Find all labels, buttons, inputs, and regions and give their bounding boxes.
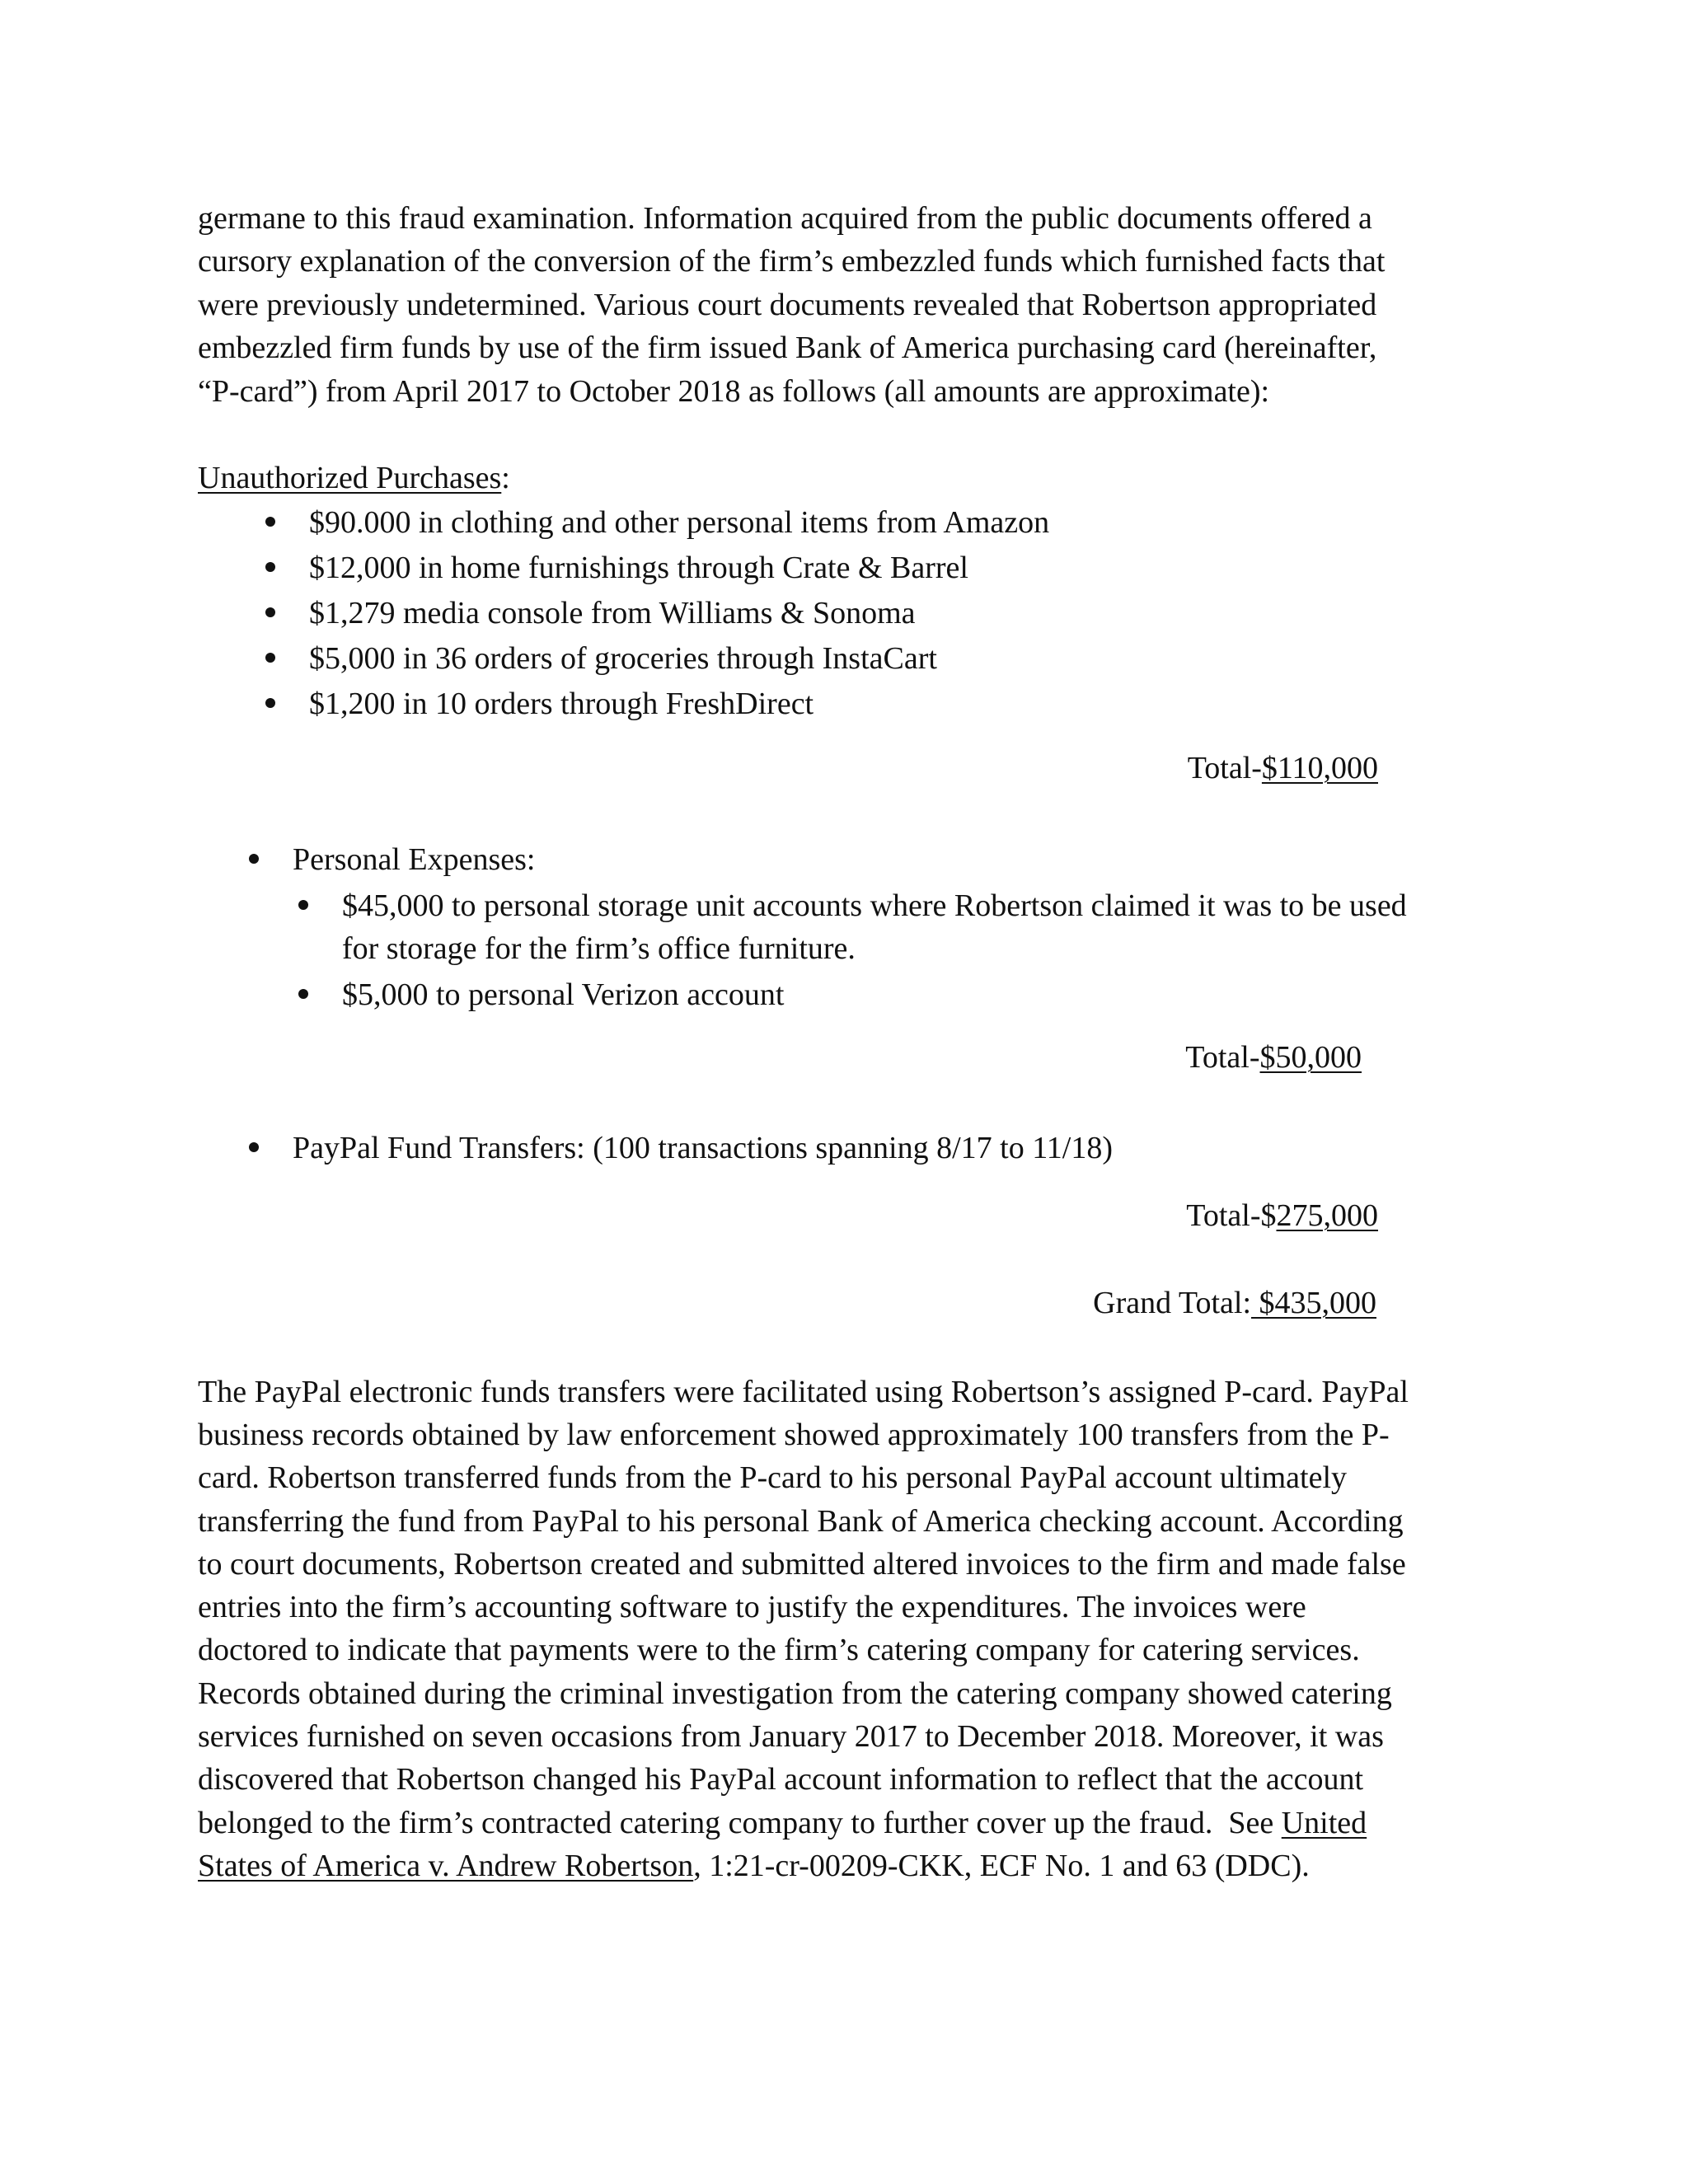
list-item: $1,279 media console from Williams & Sonoma <box>309 596 916 630</box>
paypal-total <box>1186 1200 1378 1231</box>
list-item-continuation: for storage for the firm’s office furniture. <box>342 931 856 966</box>
bullet-icon <box>265 607 275 617</box>
closing-line: business records obtained by law enforcement showed approximately 100 transfers from the P- <box>198 1418 1390 1452</box>
paypal-heading: PayPal Fund Transfers: (100 transactions spanning 8/17 to 11/18) <box>293 1131 1113 1165</box>
case-citation-link: United <box>1281 1806 1367 1840</box>
case-citation-link: States of America v. Andrew Robertson <box>198 1849 694 1883</box>
closing-line: doctored to indicate that payments were to the firm’s catering company for catering services. <box>198 1633 1360 1667</box>
list-item: $12,000 in home furnishings through Crate & Barrel <box>309 551 968 585</box>
bullet-icon <box>265 517 275 527</box>
bullet-icon <box>265 562 275 572</box>
intro-line: cursory explanation of the conversion of the firm’s embezzled funds which furnished facts that <box>198 244 1386 279</box>
intro-line: embezzled firm funds by use of the firm issued Bank of America purchasing card (hereinafter, <box>198 330 1377 365</box>
list-item: $5,000 in 36 orders of groceries through InstaCart <box>309 641 937 676</box>
list-item: $5,000 to personal Verizon account <box>342 977 785 1012</box>
closing-line: Records obtained during the criminal investigation from the catering company showed catering <box>198 1676 1392 1711</box>
bullet-icon <box>265 698 275 708</box>
closing-text: , 1:21-cr-00209-CKK, ECF No. 1 and 63 (DDC). <box>693 1849 1310 1883</box>
closing-line <box>198 1850 1310 1882</box>
total-value: 275,000 <box>1276 1198 1378 1233</box>
grand-total <box>1093 1287 1376 1319</box>
unauthorized-heading-colon: : <box>501 461 510 495</box>
personal-heading: Personal Expenses: <box>293 842 536 877</box>
total-label: Total- <box>1185 1040 1260 1075</box>
closing-line <box>198 1807 1367 1839</box>
closing-line: discovered that Robertson changed his PayPal account information to reflect that the account <box>198 1762 1363 1797</box>
bullet-icon <box>298 900 308 910</box>
closing-line: The PayPal electronic funds transfers were facilitated using Robertson’s assigned P-card. PayPal <box>198 1375 1409 1409</box>
unauthorized-heading <box>198 462 510 494</box>
list-item: $1,200 in 10 orders through FreshDirect <box>309 687 814 721</box>
bullet-icon <box>249 1142 259 1152</box>
bullet-icon <box>249 854 259 864</box>
total-label: Total-$ <box>1186 1198 1277 1233</box>
list-item: $45,000 to personal storage unit accounts where Robertson claimed it was to be used <box>342 888 1407 923</box>
total-value: $110,000 <box>1261 751 1378 785</box>
intro-line: were previously undetermined. Various court documents revealed that Robertson appropriated <box>198 288 1377 322</box>
closing-line: transferring the fund from PayPal to his personal Bank of America checking account. According <box>198 1504 1404 1539</box>
intro-line: “P-card”) from April 2017 to October 2018 as follows (all amounts are approximate): <box>198 374 1270 409</box>
grand-total-value: $435,000 <box>1251 1286 1376 1320</box>
closing-line: entries into the firm’s accounting software to justify the expenditures. The invoices were <box>198 1590 1306 1624</box>
unauthorized-total <box>1188 752 1378 784</box>
closing-text: belonged to the firm’s contracted catering company to further cover up the fraud. See <box>198 1806 1282 1840</box>
personal-total <box>1185 1042 1362 1073</box>
grand-total-label: Grand Total: <box>1093 1286 1251 1320</box>
unauthorized-heading-text: Unauthorized Purchases <box>198 461 502 495</box>
bullet-icon <box>265 653 275 663</box>
intro-line: germane to this fraud examination. Information acquired from the public documents offered a <box>198 201 1372 236</box>
total-value: $50,000 <box>1259 1040 1362 1075</box>
closing-line: services furnished on seven occasions from January 2017 to December 2018. Moreover, it was <box>198 1719 1384 1754</box>
closing-line: card. Robertson transferred funds from the P-card to his personal PayPal account ultimately <box>198 1460 1347 1495</box>
closing-line: to court documents, Robertson created and submitted altered invoices to the firm and made false <box>198 1547 1406 1582</box>
bullet-icon <box>298 989 308 999</box>
list-item: $90.000 in clothing and other personal items from Amazon <box>309 505 1050 540</box>
total-label: Total- <box>1187 751 1262 785</box>
